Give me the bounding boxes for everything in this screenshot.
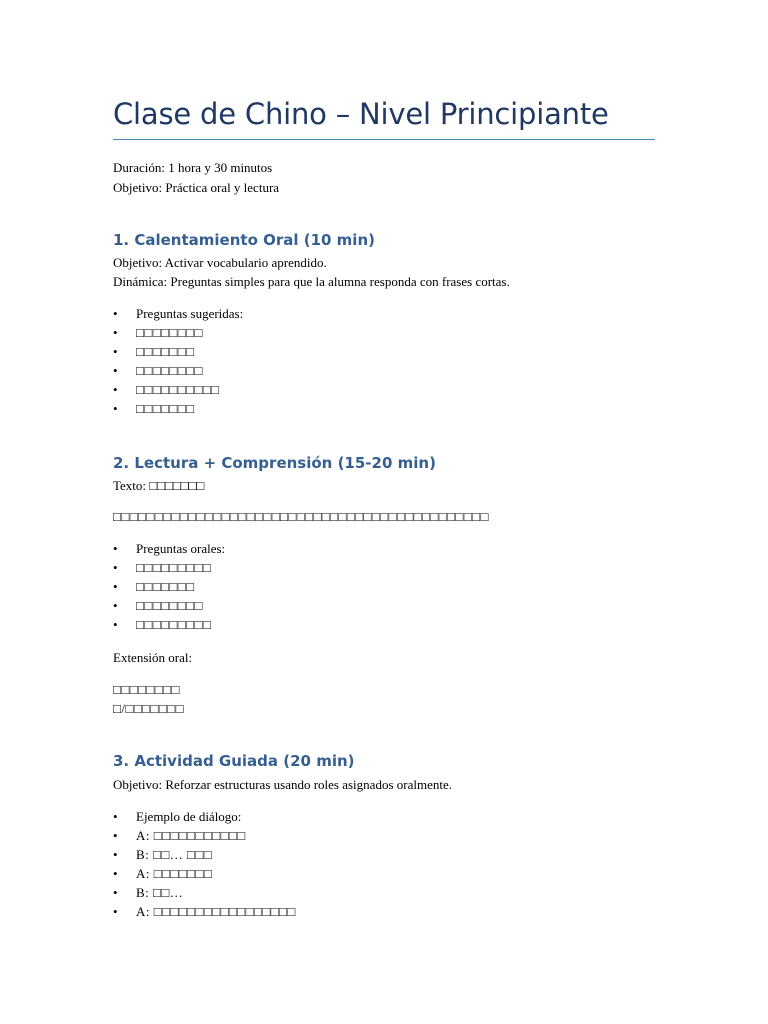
list-item-text: □□□□□□□□□ xyxy=(136,560,212,575)
section-1-heading: 1. Calentamiento Oral (10 min) xyxy=(113,231,375,249)
list-item-text: □□□□□□□ xyxy=(136,401,195,416)
bullet-icon: • xyxy=(113,541,118,556)
section-3-dialogue-list xyxy=(113,807,296,921)
list-item-text: □□□□□□□□ xyxy=(136,363,203,378)
bullet-icon: • xyxy=(113,579,118,594)
list-item-text: B: □□… □□□ xyxy=(136,847,213,862)
list-item-text: □□□□□□□□□□ xyxy=(136,382,220,397)
section-3-objective: Objetivo: Reforzar estructuras usando roles asignados oralmente. xyxy=(113,777,452,792)
section-2-reading-text: □□□□□□□□□□□□□□□□□□□□□□□□□□□□□□□□□□□□□□□□□□□□□ xyxy=(113,509,489,524)
bullet-icon: • xyxy=(113,306,118,321)
list-item xyxy=(113,380,243,399)
section-2-extension-line: □/□□□□□□□ xyxy=(113,701,184,716)
bullet-icon: • xyxy=(113,598,118,613)
list-item-text: A: □□□□□□□□□□□□□□□□□ xyxy=(136,904,296,919)
list-item xyxy=(113,826,296,845)
list-item xyxy=(113,845,296,864)
list-item-text: □□□□□□□□□ xyxy=(136,617,212,632)
bullet-icon: • xyxy=(113,885,118,900)
list-item-text: □□□□□□□□ xyxy=(136,325,203,340)
title-divider xyxy=(113,139,655,140)
page-title: Clase de Chino – Nivel Principiante xyxy=(113,97,609,131)
list-item-text: □□□□□□□□ xyxy=(136,598,203,613)
bullet-icon: • xyxy=(113,560,118,575)
list-item-text: Preguntas sugeridas: xyxy=(136,306,244,321)
bullet-icon: • xyxy=(113,401,118,416)
objective-line: Objetivo: Práctica oral y lectura xyxy=(113,180,280,195)
list-item xyxy=(113,304,243,323)
duration-line: Duración: 1 hora y 30 minutos xyxy=(113,160,273,175)
list-item xyxy=(113,577,225,596)
list-item xyxy=(113,864,296,883)
list-item xyxy=(113,323,243,342)
section-1-question-list xyxy=(113,304,243,418)
list-item-text: Preguntas orales: xyxy=(136,541,226,556)
section-2-extension-label: Extensión oral: xyxy=(113,650,193,665)
bullet-icon: • xyxy=(113,382,118,397)
list-item xyxy=(113,883,296,902)
section-2-question-list xyxy=(113,539,225,634)
list-item-text: A: □□□□□□□ xyxy=(136,866,213,881)
section-1-dynamic: Dinámica: Preguntas simples para que la alumna responda con frases cortas. xyxy=(113,274,510,289)
list-item-text: □□□□□□□ xyxy=(136,344,195,359)
section-2-heading: 2. Lectura + Comprensión (15-20 min) xyxy=(113,454,436,472)
list-item xyxy=(113,342,243,361)
section-2-extension-line: □□□□□□□□ xyxy=(113,682,180,697)
list-item xyxy=(113,539,225,558)
list-item-text: □□□□□□□ xyxy=(136,579,195,594)
section-3-heading: 3. Actividad Guiada (20 min) xyxy=(113,752,355,770)
list-item-text: Ejemplo de diálogo: xyxy=(136,809,242,824)
bullet-icon: • xyxy=(113,847,118,862)
list-item xyxy=(113,615,225,634)
list-item-text: B: □□… xyxy=(136,885,184,900)
bullet-icon: • xyxy=(113,617,118,632)
bullet-icon: • xyxy=(113,363,118,378)
bullet-icon: • xyxy=(113,344,118,359)
list-item xyxy=(113,361,243,380)
bullet-icon: • xyxy=(113,866,118,881)
bullet-icon: • xyxy=(113,325,118,340)
section-2-text-label: Texto: □□□□□□□ xyxy=(113,478,205,493)
list-item xyxy=(113,399,243,418)
bullet-icon: • xyxy=(113,828,118,843)
bullet-icon: • xyxy=(113,809,118,824)
list-item-text: A: □□□□□□□□□□□ xyxy=(136,828,246,843)
list-item xyxy=(113,596,225,615)
bullet-icon: • xyxy=(113,904,118,919)
section-1-objective: Objetivo: Activar vocabulario aprendido. xyxy=(113,255,327,270)
list-item xyxy=(113,558,225,577)
list-item xyxy=(113,902,296,921)
list-item xyxy=(113,807,296,826)
